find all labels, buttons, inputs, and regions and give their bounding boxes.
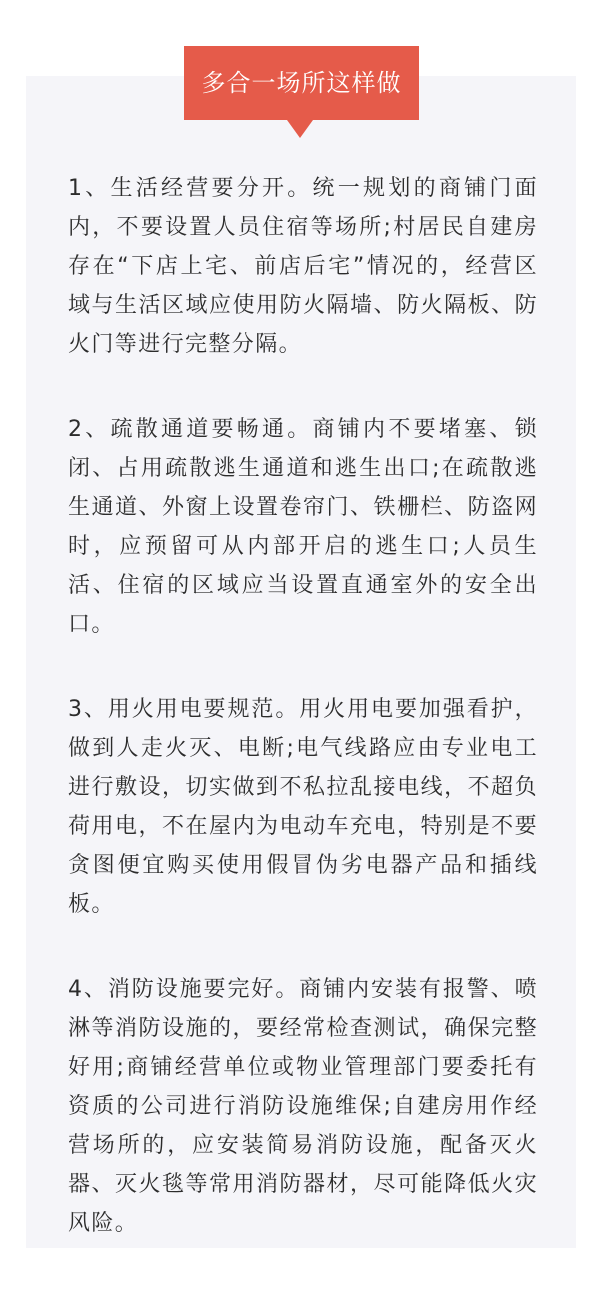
paragraph-living-business-separation: 1、生活经营要分开。统一规划的商铺门面内，不要设置人员住宿等场所;村居民自建房存在“下店上宅、前店后宅”情况的，经营区域与生活区域应使用防火隔墙、防火隔板、防火门等进行完整分隔。	[68, 176, 538, 357]
paragraph-fire-facilities: 4、消防设施要完好。商铺内安装有报警、喷淋等消防设施的，要经常检查测试，确保完整好用;商铺经营单位或物业管理部门要委托有资质的公司进行消防设施维保;自建房用作经营场所的，应安装简易消防设施，配备灭火器、灭火毯等常用消防器材，尽可能降低火灾风险。	[68, 977, 538, 1236]
article-body	[68, 169, 538, 1289]
paragraph-fire-electricity-use: 3、用火用电要规范。用火用电要加强看护，做到人走火灭、电断;电气线路应由专业电工进行敷设，切实做到不私拉乱接电线，不超负荷用电，不在屋内为电动车充电，特别是不要贪图便宜购买使用假冒伪劣电器产品和插线板。	[68, 697, 538, 917]
paragraph-evacuation-routes: 2、疏散通道要畅通。商铺内不要堵塞、锁闭、占用疏散逃生通道和逃生出口;在疏散逃生通道、外窗上设置卷帘门、铁栅栏、防盗网时，应预留可从内部开启的逃生口;人员生活、住宿的区域应当设置直通室外的安全出口。	[68, 417, 538, 637]
section-banner	[184, 46, 419, 120]
banner-pointer	[287, 120, 313, 138]
banner-title: 多合一场所这样做	[201, 69, 402, 97]
